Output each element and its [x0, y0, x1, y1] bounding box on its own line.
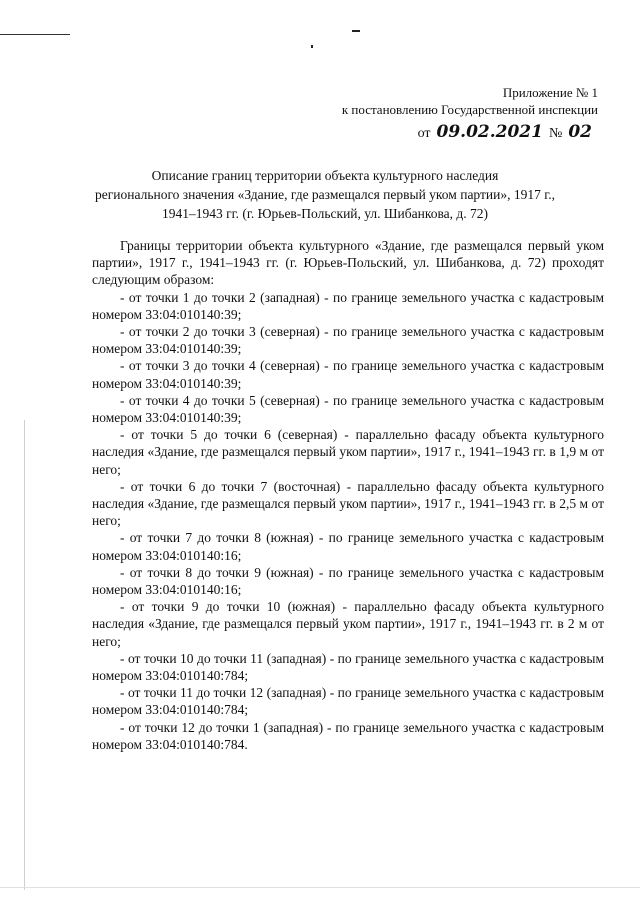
handwritten-number: 02 [568, 122, 592, 142]
scan-artifact-line [0, 34, 70, 35]
appendix-reference: к постановлению Государственной инспекции [341, 102, 598, 117]
page-edge-shadow [24, 420, 25, 890]
title-line-1: Описание границ территории объекта культурного наследия [151, 168, 499, 183]
date-prefix: от [417, 126, 431, 141]
appendix-number: Приложение № 1 [502, 85, 598, 100]
document-title [60, 166, 590, 223]
boundary-item: - от точки 12 до точки 1 (западная) - по границе земельного участка с кадастровым номером 33:04:010140:784. [92, 719, 604, 752]
scan-artifact-dot [311, 45, 313, 48]
appendix-block [342, 84, 598, 118]
boundary-item: - от точки 3 до точки 4 (северная) - по границе земельного участка с кадастровым номером 33:04:010140:39; [92, 358, 604, 391]
intro-paragraph: Границы территории объекта культурного «Здание, где размещался первый уком партии», 1917 г., 1941–1943 гг. (г. Юрьев-Польский, ул. Шибанкова, д. 72) проходят следующим образом: [92, 238, 604, 288]
boundary-item: - от точки 6 до точки 7 (восточная) - параллельно фасаду объекта культурного наследия «Здание, где размещался первый уком партии», 1917 г., 1941–1943 гг. в 2,5 м от него; [92, 478, 604, 529]
boundary-item: - от точки 7 до точки 8 (южная) - по границе земельного участка с кадастровым номером 33:04:010140:16; [92, 530, 604, 563]
boundary-item: - от точки 2 до точки 3 (северная) - по границе земельного участка с кадастровым номером 33:04:010140:39; [92, 324, 604, 357]
boundary-item: - от точки 9 до точки 10 (южная) - параллельно фасаду объекта культурного наследия «Здание, где размещался первый уком партии», 1917 г., 1941–1943 гг. в 2 м от него; [92, 599, 604, 649]
boundary-item: - от точки 5 до точки 6 (северная) - параллельно фасаду объекта культурного наследия «Здание, где размещался первый уком партии», 1917 г., 1941–1943 гг. в 1,9 м от него; [92, 427, 604, 477]
handwritten-date: 09.02.2021 [436, 122, 543, 142]
title-line-2: регионального значения «Здание, где размещался первый уком партии», 1917 г., [95, 187, 555, 202]
boundary-item: - от точки 8 до точки 9 (южная) - по границе земельного участка с кадастровым номером 33:04:010140:16; [92, 564, 604, 598]
boundary-item: - от точки 10 до точки 11 (западная) - по границе земельного участка с кадастровым номером 33:04:010140:784; [92, 650, 604, 684]
boundary-item: - от точки 4 до точки 5 (северная) - по границе земельного участка с кадастровым номером 33:04:010140:39; [92, 392, 604, 426]
page-bottom-edge [0, 887, 640, 888]
document-body [92, 237, 604, 753]
scan-artifact-mark [352, 30, 360, 32]
boundary-item: - от точки 1 до точки 2 (западная) - по границе земельного участка с кадастровым номером 33:04:010140:39; [92, 289, 604, 322]
number-prefix: № [548, 126, 563, 141]
date-number-line [418, 122, 592, 142]
boundary-item: - от точки 11 до точки 12 (западная) - по границе земельного участка с кадастровым номером 33:04:010140:784; [92, 685, 604, 718]
title-line-3: 1941–1943 гг. (г. Юрьев-Польский, ул. Шибанкова, д. 72) [161, 206, 489, 221]
